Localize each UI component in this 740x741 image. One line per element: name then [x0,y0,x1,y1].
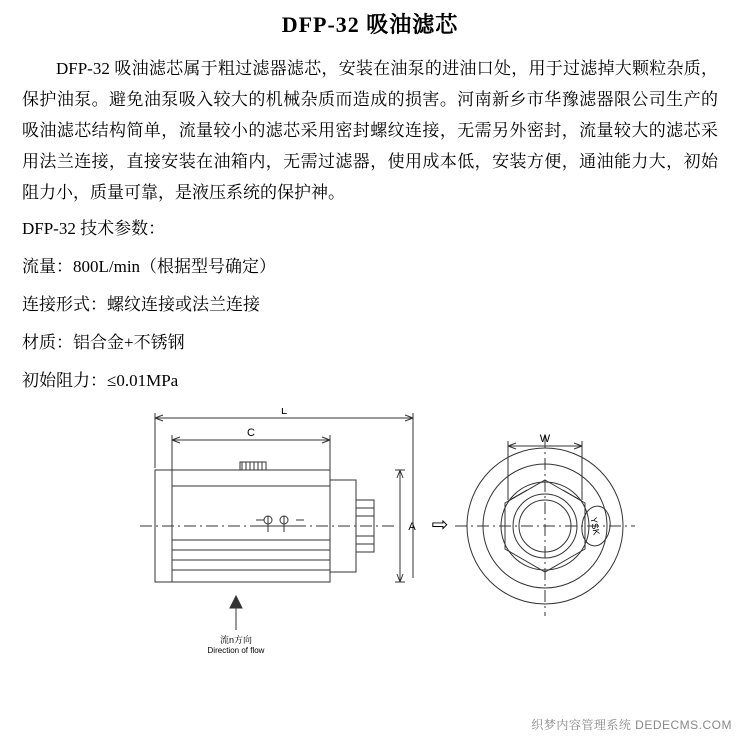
dim-label-L: L [280,408,288,417]
spec-material: 材质：铝合金+不锈钢 [22,333,185,352]
end-view-brand-label: YSK [588,516,602,536]
spec-initial-resistance: 初始阻力：≤0.01MPa [22,371,179,390]
flow-label-cn: 流n方向 [219,635,253,645]
flow-direction-arrow [230,596,242,630]
specifications [22,218,718,392]
watermark: 织梦内容管理系统 DEDECMS.COM [531,718,732,732]
paragraph: DFP-32 吸油滤芯属于粗过滤器滤芯，安装在油泵的进油口处，用于过滤掉大颗粒杂质，保护油泵。避免油泵吸入较大的机械杂质而造成的损害。河南新乡市华豫滤器限公司生产的吸油滤芯结构简单，流量较小的滤芯采用密封螺纹连接，无需另外密封，流量较大的滤芯采用法兰连接，直接安装在油箱内，无需过滤器，使用成本低，安装方便，通油能力大，初始阻力小，质量可靠，是液压系统的保护神。 [22,59,718,202]
dim-label-W: W [539,433,551,445]
spec-connection-type: 连接形式：螺纹连接或法兰连接 [22,295,260,314]
body-text [22,53,718,208]
view-transition-arrow: ⇨ [431,514,449,536]
technical-drawing [0,408,740,658]
end-view [455,436,635,616]
dim-label-C: C [247,427,255,439]
spec-flow-rate: 流量：800L/min（根据型号确定） [22,257,277,276]
center-detail [256,516,304,532]
drawing-svg [0,408,740,658]
spec-heading: DFP-32 技术参数： [22,219,166,238]
flow-label-en: Direction of flow [207,646,265,655]
dim-label-A: A [408,521,416,533]
page-title: DFP-32 吸油滤芯 [281,12,459,37]
